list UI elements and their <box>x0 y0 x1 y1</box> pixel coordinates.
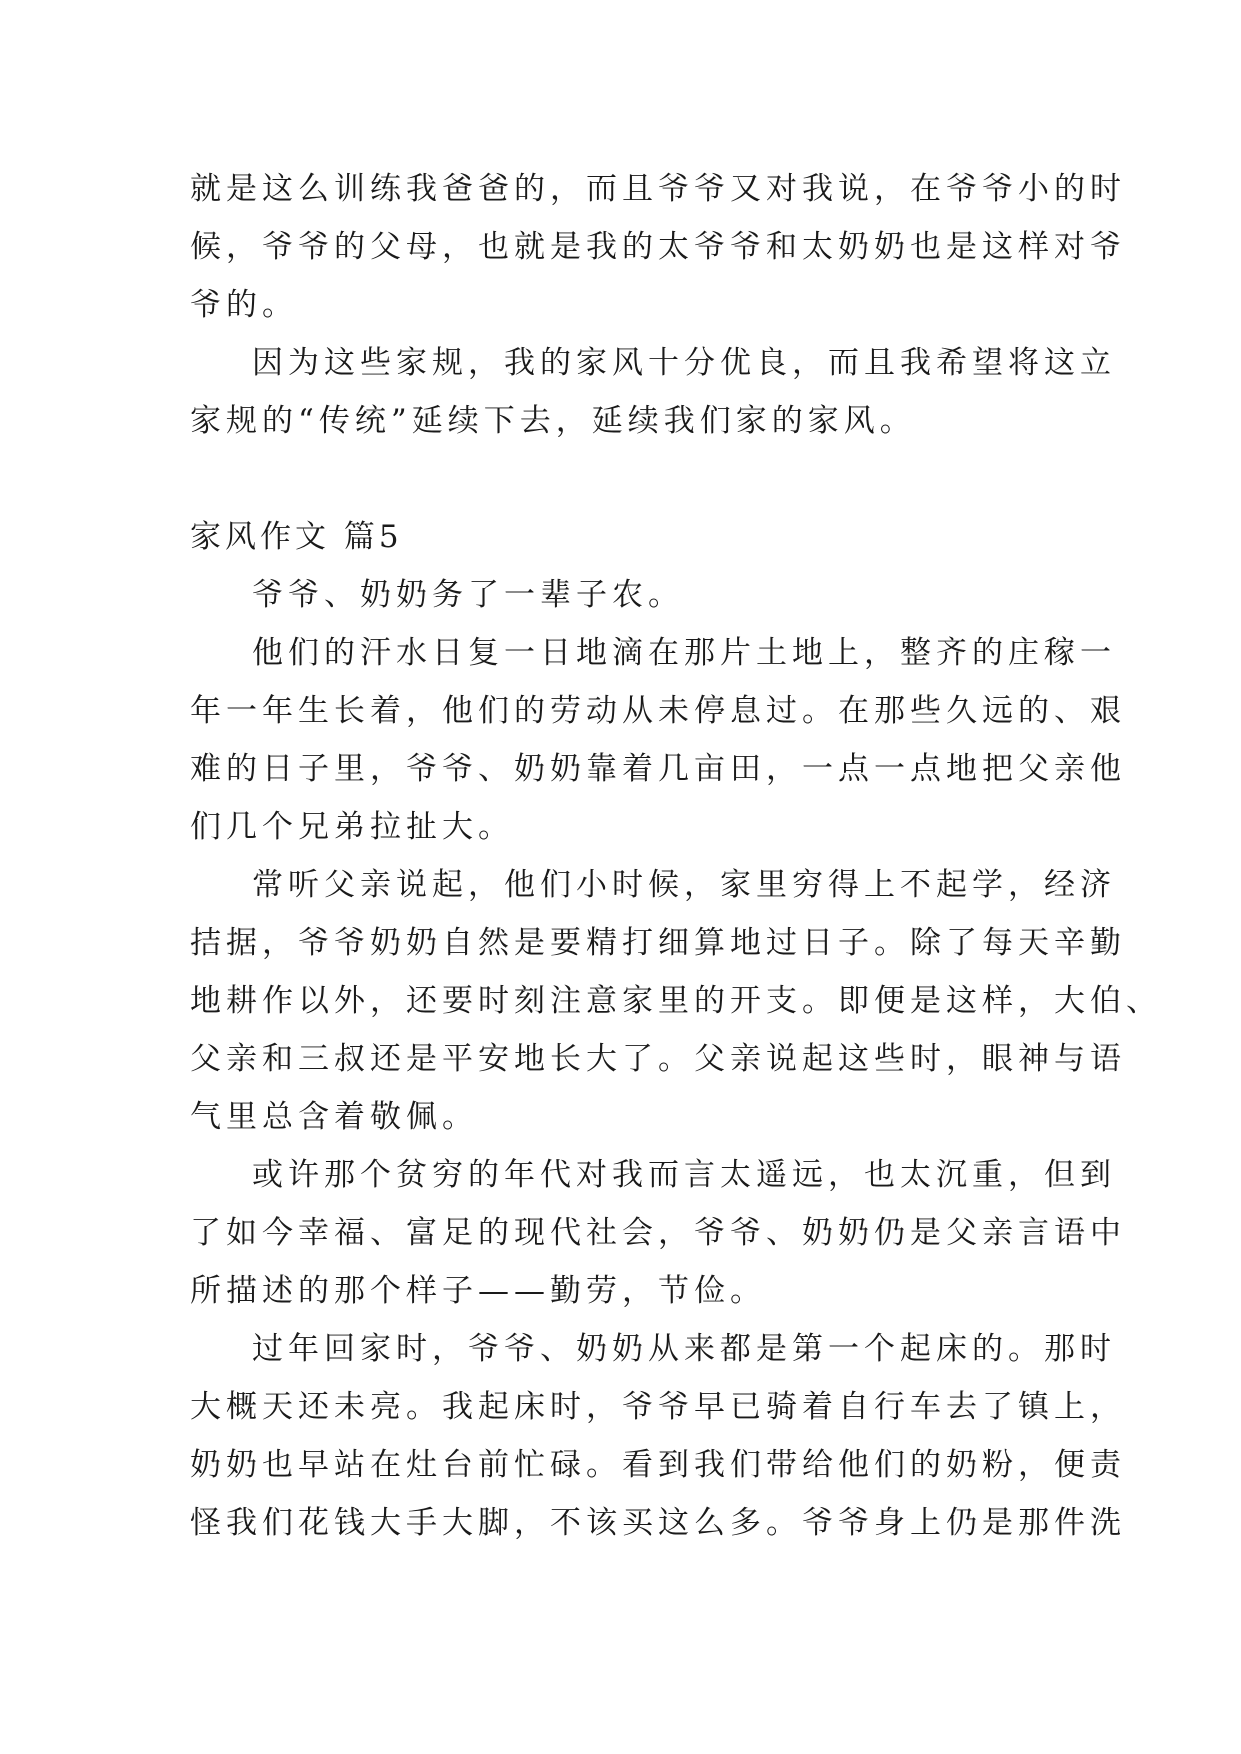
text-line: 过年回家时，爷爷、奶奶从来都是第一个起床的。那时 <box>252 1331 1116 1367</box>
text-line: 家规的“传统”延续下去，延续我们家的家风。 <box>190 403 916 439</box>
text-line: 年一年生长着，他们的劳动从未停息过。在那些久远的、艰 <box>190 693 1126 729</box>
paragraph <box>190 624 1126 856</box>
text-line: 常听父亲说起，他们小时候，家里穷得上不起学，经济 <box>252 867 1116 903</box>
text-line: 所描述的那个样子——勤劳，节俭。 <box>190 1273 766 1309</box>
paragraph <box>190 856 1162 1146</box>
text-line: 们几个兄弟拉扯大。 <box>190 809 514 845</box>
text-line: 大概天还未亮。我起床时，爷爷早已骑着自行车去了镇上， <box>190 1389 1126 1425</box>
paragraph <box>190 1320 1126 1552</box>
text-line: 或许那个贫穷的年代对我而言太遥远，也太沉重，但到 <box>252 1157 1116 1193</box>
text-line: 爷的。 <box>190 287 298 323</box>
text-line: 怪我们花钱大手大脚，不该买这么多。爷爷身上仍是那件洗 <box>190 1505 1126 1541</box>
text-line: 奶奶也早站在灶台前忙碌。看到我们带给他们的奶粉，便责 <box>190 1447 1126 1483</box>
text-line: 气里总含着敬佩。 <box>190 1099 478 1135</box>
text-line: 拮据，爷爷奶奶自然是要精打细算地过日子。除了每天辛勤 <box>190 925 1126 961</box>
text-line: 候，爷爷的父母，也就是我的太爷爷和太奶奶也是这样对爷 <box>190 229 1126 265</box>
paragraph <box>190 160 1126 334</box>
text-line: 地耕作以外，还要时刻注意家里的开支。即便是这样，大伯、 <box>190 983 1162 1019</box>
text-line: 爷爷、奶奶务了一辈子农。 <box>252 577 684 613</box>
text-line: 了如今幸福、富足的现代社会，爷爷、奶奶仍是父亲言语中 <box>190 1215 1126 1251</box>
document-body <box>190 160 1162 1552</box>
paragraph <box>190 334 1116 450</box>
paragraph <box>190 1146 1126 1320</box>
text-line: 因为这些家规，我的家风十分优良，而且我希望将这立 <box>252 345 1116 381</box>
paragraph <box>190 566 1060 624</box>
section-title: 家风作文 篇5 <box>190 519 403 555</box>
text-line: 他们的汗水日复一日地滴在那片土地上，整齐的庄稼一 <box>252 635 1116 671</box>
text-line: 难的日子里，爷爷、奶奶靠着几亩田，一点一点地把父亲他 <box>190 751 1126 787</box>
text-line: 就是这么训练我爸爸的，而且爷爷又对我说，在爷爷小的时 <box>190 171 1126 207</box>
text-line: 父亲和三叔还是平安地长大了。父亲说起这些时，眼神与语 <box>190 1041 1126 1077</box>
